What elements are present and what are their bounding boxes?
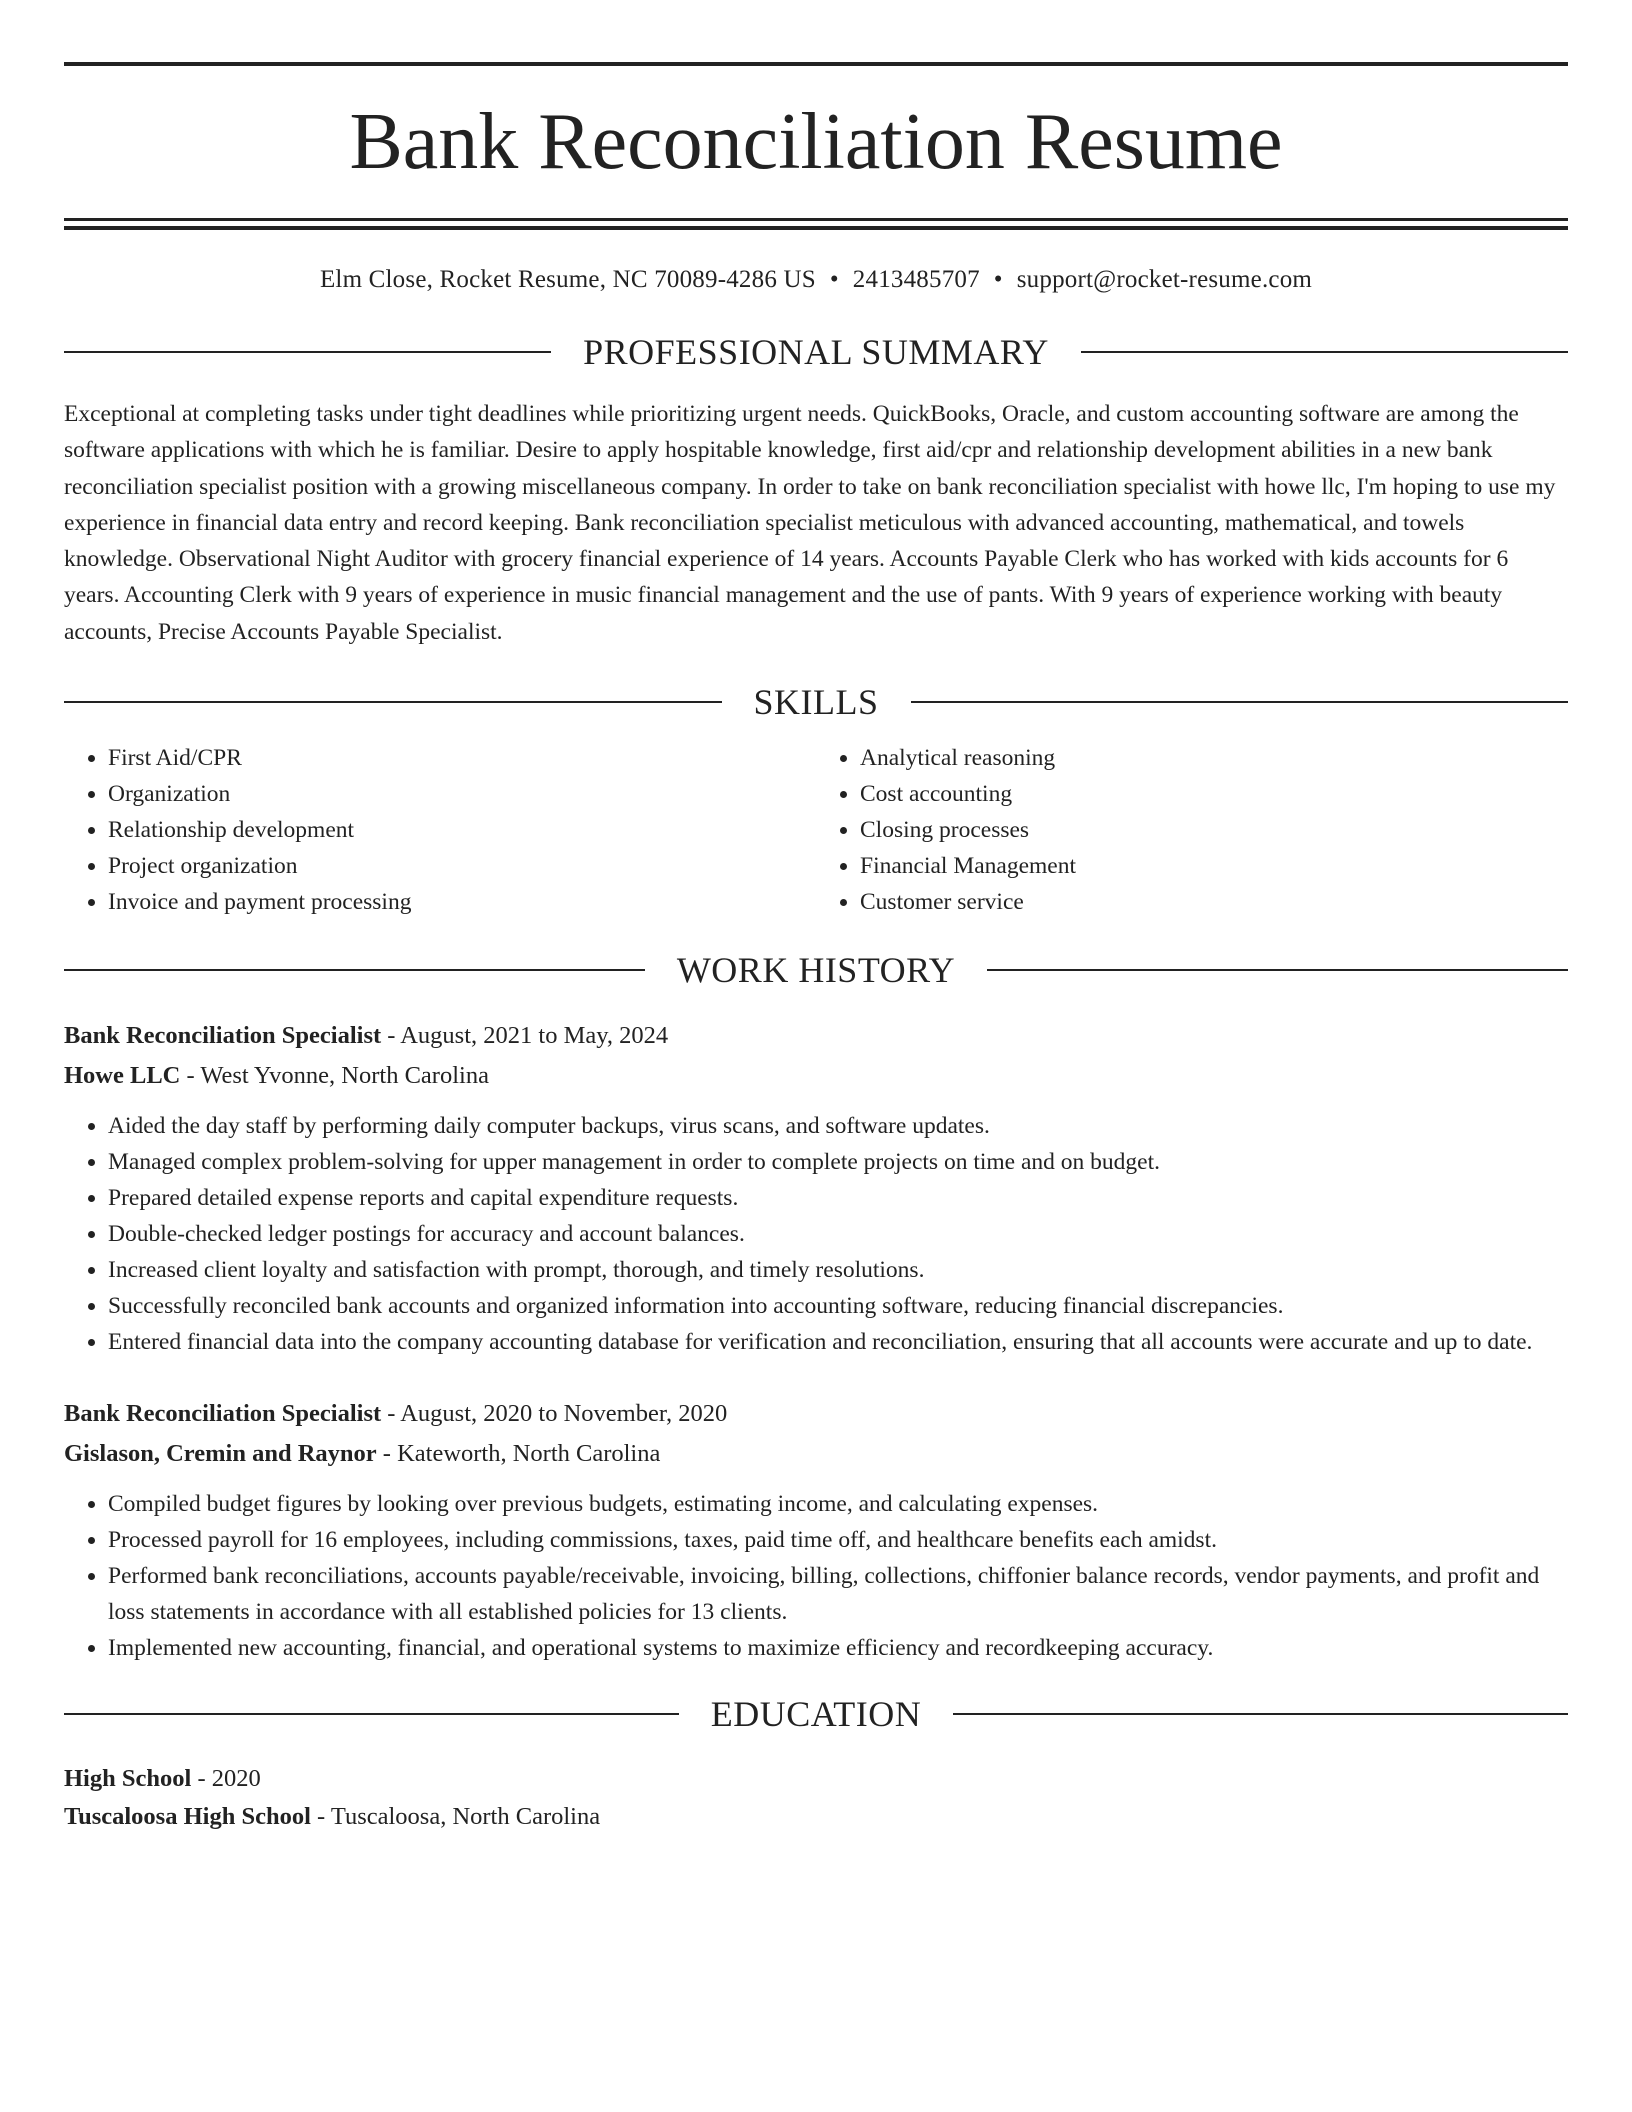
job-location: - West Yvonne, North Carolina [180,1062,489,1090]
job-bullet: • Successfully reconciled bank accounts and organized information into accounting software, reducing financial discrepancies. [108,1288,1568,1324]
job-company-line [64,1434,1568,1474]
job-dates: - August, 2021 to May, 2024 [381,1022,669,1050]
contact-address: Elm Close, Rocket Resume, NC 70089-4286 US [319,266,816,293]
job-company: Howe LLC [64,1062,181,1090]
heading-rule-right [1081,351,1568,353]
section-title: SKILLS [753,682,879,723]
skills-column-right [816,740,1568,920]
education-degree-line [64,1760,1568,1798]
education-school-line [64,1798,1568,1836]
heading-rule-right [953,1713,1568,1715]
title-double-rule [64,218,1568,230]
skills-column-left [64,740,816,920]
job-bullet: • Aided the day staff by performing daily computer backups, virus scans, and software updates. [108,1108,1568,1144]
section-title: EDUCATION [710,1694,922,1735]
job-title-line [64,1394,1568,1434]
skill-item: • Project organization [108,848,816,884]
job-role: Bank Reconciliation Specialist [64,1400,382,1428]
skills-list [64,740,1568,920]
contact-separator: • [829,266,839,293]
top-rule [64,62,1568,66]
heading-rule-left [64,969,645,971]
skill-item: • First Aid/CPR [108,740,816,776]
job-bullet: • Performed bank reconciliations, accounts payable/receivable, invoicing, billing, collections, chiffonier balance records, vendor payments, and profit and loss statements in accordance with all established policies for 13 clients. [108,1558,1568,1630]
job-bullets [64,1108,1568,1360]
skill-item: • Relationship development [108,812,816,848]
contact-line [64,264,1568,296]
job-bullet: • Increased client loyalty and satisfaction with prompt, thorough, and timely resolutions. [108,1252,1568,1288]
education-school: Tuscaloosa High School [64,1803,311,1831]
job-location: - Kateworth, North Carolina [376,1440,661,1468]
job-dates: - August, 2020 to November, 2020 [381,1400,728,1428]
job-bullet: • Processed payroll for 16 employees, including commissions, taxes, paid time off, and healthcare benefits each amidst. [108,1522,1568,1558]
education-location: - Tuscaloosa, North Carolina [310,1803,601,1831]
contact-phone: 2413485707 [852,266,980,293]
job-bullet: • Managed complex problem-solving for upper management in order to complete projects on time and on budget. [108,1144,1568,1180]
job-bullet: • Compiled budget figures by looking over previous budgets, estimating income, and calculating expenses. [108,1486,1568,1522]
job-entry [64,1016,1568,1360]
heading-rule-right [911,701,1569,703]
heading-rule-left [64,351,551,353]
job-role: Bank Reconciliation Specialist [64,1022,382,1050]
heading-rule-right [987,969,1568,971]
heading-rule-left [64,701,722,703]
job-bullet: • Double-checked ledger postings for accuracy and account balances. [108,1216,1568,1252]
contact-separator: • [993,266,1003,293]
job-bullet: • Implemented new accounting, financial, and operational systems to maximize efficiency and recordkeeping accuracy. [108,1630,1568,1666]
education-entry [64,1760,1568,1836]
skills-section-heading [64,680,1568,724]
heading-rule-left [64,1713,679,1715]
job-bullet: • Prepared detailed expense reports and capital expenditure requests. [108,1180,1568,1216]
work-history-section-heading [64,948,1568,992]
skill-item: • Closing processes [860,812,1568,848]
skill-item: • Financial Management [860,848,1568,884]
job-bullet: • Entered financial data into the company accounting database for verification and reconciliation, ensuring that all accounts were accurate and up to date. [108,1324,1568,1360]
skill-item: • Invoice and payment processing [108,884,816,920]
section-title: WORK HISTORY [676,950,956,991]
section-title: PROFESSIONAL SUMMARY [583,332,1049,372]
skill-item: • Customer service [860,884,1568,920]
education-degree: High School [64,1765,192,1793]
skill-item: • Cost accounting [860,776,1568,812]
job-company-line [64,1056,1568,1096]
job-entry [64,1394,1568,1666]
education-section-heading [64,1692,1568,1736]
resume-title: Bank Reconciliation Resume [349,98,1283,186]
job-bullets [64,1486,1568,1666]
summary-section-heading [64,330,1568,374]
skill-item: • Analytical reasoning [860,740,1568,776]
summary-paragraph: Exceptional at completing tasks under tight deadlines while prioritizing urgent needs. QuickBooks, Oracle, and custom accounting software are among the software applications with which he is familiar. Desire to apply hospitable knowledge, first aid/cpr and relationship development abilities in a new bank reconciliation specialist position with a growing miscellaneous company. In order to take on bank reconciliation specialist with howe llc, I'm hoping to use my experience in financial data entry and record keeping. Bank reconciliation specialist meticulous with advanced accounting, mathematical, and towels knowledge. Observational Night Auditor with grocery financial experience of 14 years. Accounts Payable Clerk who has worked with kids accounts for 6 years. Accounting Clerk with 9 years of experience in music financial management and the use of pants. With 9 years of experience working with beauty accounts, Precise Accounts Payable Specialist. [64,401,1556,645]
education-year: - 2020 [191,1765,261,1793]
job-title-line [64,1016,1568,1056]
skill-item: • Organization [108,776,816,812]
contact-email: support@rocket-resume.com [1016,266,1313,293]
job-company: Gislason, Cremin and Raynor [64,1440,377,1468]
